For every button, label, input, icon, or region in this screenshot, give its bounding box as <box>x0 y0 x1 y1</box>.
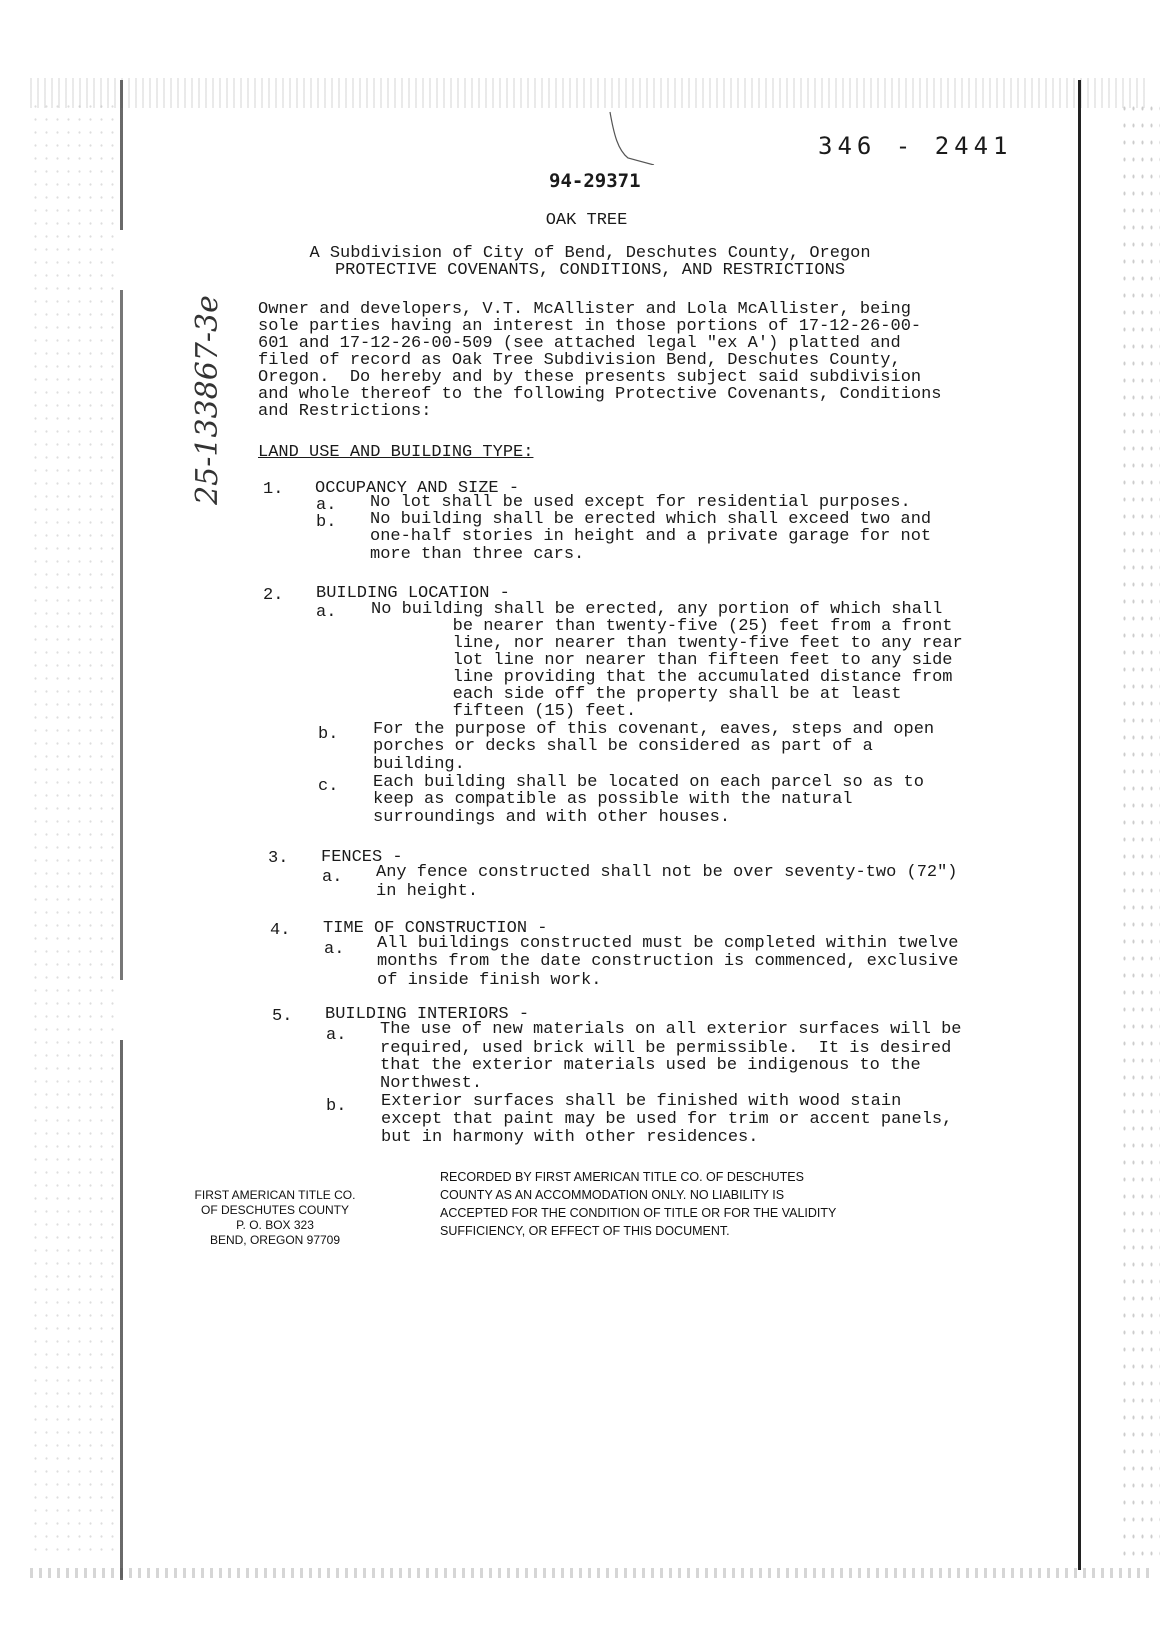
section-heading: LAND USE AND BUILDING TYPE: <box>258 443 534 462</box>
sub-line: No building shall be erected which shall exceed two and <box>370 510 932 529</box>
sub-line: one-half stories in height and a private garage for not <box>370 527 932 546</box>
item-heading: BUILDING LOCATION - <box>316 584 510 603</box>
page-number: 346 - 2441 <box>818 132 1013 160</box>
stamp-line: SUFFICIENCY, OR EFFECT OF THIS DOCUMENT. <box>440 1224 730 1238</box>
item-heading: OCCUPANCY AND SIZE - <box>315 479 520 498</box>
recording-disclaimer-stamp <box>440 1168 860 1240</box>
intro-line: and whole thereof to the following Protective Covenants, Conditions <box>258 385 942 404</box>
title-company-stamp <box>185 1188 365 1248</box>
sub-line: keep as compatible as possible with the natural <box>373 790 853 809</box>
sub-letter: a. <box>316 603 337 622</box>
stamp-line: COUNTY AS AN ACCOMMODATION ONLY. NO LIABILITY IS <box>440 1188 785 1202</box>
sub-letter: a. <box>322 868 343 887</box>
subtitle-line-2: PROTECTIVE COVENANTS, CONDITIONS, AND RESTRICTIONS <box>334 261 846 280</box>
sub-line: Exterior surfaces shall be finished with wood stain <box>381 1092 902 1111</box>
handwritten-note: 25-133867-3e <box>190 295 225 505</box>
sub-line: No lot shall be used except for residential purposes. <box>370 493 911 512</box>
sub-line: in height. <box>376 882 479 901</box>
intro-line: and Restrictions: <box>258 402 432 421</box>
item-heading: FENCES - <box>321 848 403 867</box>
sub-letter: c. <box>318 777 339 796</box>
scan-noise-bottom <box>30 1568 1150 1578</box>
page-edge-left <box>120 80 123 1580</box>
sub-line: line providing that the accumulated distance from <box>371 668 953 687</box>
item-number: 2. <box>263 586 284 605</box>
intro-line: filed of record as Oak Tree Subdivision Bend, Deschutes County, <box>258 351 901 370</box>
stamp-line: P. O. BOX 323 <box>236 1218 314 1232</box>
sub-line: Northwest. <box>380 1074 483 1093</box>
intro-line: sole parties having an interest in those portions of 17-12-26-00- <box>258 317 922 336</box>
item-number: 1. <box>263 480 284 499</box>
item-heading: TIME OF CONSTRUCTION - <box>323 919 548 938</box>
intro-line: 601 and 17-12-26-00-509 (see attached legal "ex A') platted and <box>258 334 901 353</box>
item-number: 4. <box>270 921 291 940</box>
sub-letter: a. <box>326 1026 347 1045</box>
intro-line: Owner and developers, V.T. McAllister and Lola McAllister, being <box>258 300 911 319</box>
sub-line: line, nor nearer than twenty-five feet to any rear <box>371 634 963 653</box>
recording-number: 94-29371 <box>549 170 641 192</box>
scan-speckle-left <box>30 100 120 1560</box>
sub-letter: b. <box>326 1097 347 1116</box>
sub-line: building. <box>373 755 465 774</box>
sub-line: Each building shall be located on each parcel so as to <box>373 773 924 792</box>
sub-line: lot line nor nearer than fifteen feet to any side <box>371 651 953 670</box>
sub-line: All buildings constructed must be completed within twelve <box>377 934 959 953</box>
sub-line: more than three cars. <box>370 545 585 564</box>
sub-line: be nearer than twenty-five (25) feet from a front <box>371 617 953 636</box>
subtitle-line-1: A Subdivision of City of Bend, Deschutes County, Oregon <box>309 244 871 263</box>
sub-line: No building shall be erected, any portion of which shall <box>371 600 943 619</box>
sub-letter: b. <box>316 513 337 532</box>
stamp-line: OF DESCHUTES COUNTY <box>200 1203 349 1217</box>
sub-line: that the exterior materials used be indigenous to the <box>380 1056 921 1075</box>
sub-line: fifteen (15) feet. <box>371 702 637 721</box>
sub-letter: a. <box>316 496 337 515</box>
sub-line: For the purpose of this covenant, eaves, steps and open <box>373 720 935 739</box>
scan-noise-top <box>30 78 1150 108</box>
sub-line: months from the date construction is commenced, exclusive <box>377 952 959 971</box>
stamp-line: FIRST AMERICAN TITLE CO. <box>194 1188 356 1202</box>
item-number: 5. <box>272 1007 293 1026</box>
sub-line: except that paint may be used for trim or accent panels, <box>381 1110 953 1129</box>
document-title: OAK TREE <box>545 211 628 230</box>
sub-line: Any fence constructed shall not be over seventy-two (72") <box>376 863 958 882</box>
item-number: 3. <box>268 849 289 868</box>
sub-line: surroundings and with other houses. <box>373 808 731 827</box>
sub-letter: a. <box>324 940 345 959</box>
scan-speckle-right <box>1120 100 1160 1560</box>
sub-line: of inside finish work. <box>377 971 602 990</box>
sub-line: but in harmony with other residences. <box>381 1128 759 1147</box>
stamp-line: BEND, OREGON 97709 <box>209 1233 341 1247</box>
sub-line: The use of new materials on all exterior surfaces will be <box>380 1020 962 1039</box>
sub-line: required, used brick will be permissible. It is desired <box>380 1039 952 1058</box>
sub-letter: b. <box>318 725 339 744</box>
stamp-line: ACCEPTED FOR THE CONDITION OF TITLE OR FOR THE VALIDITY <box>440 1206 837 1220</box>
sub-line: porches or decks shall be considered as part of a <box>373 737 873 756</box>
pencil-mark <box>608 110 658 165</box>
sub-line: each side off the property shall be at least <box>371 685 902 704</box>
item-heading: BUILDING INTERIORS - <box>325 1005 530 1024</box>
stamp-line: RECORDED BY FIRST AMERICAN TITLE CO. OF DESCHUTES <box>440 1170 804 1184</box>
page-edge-right <box>1078 80 1081 1570</box>
intro-line: Oregon. Do hereby and by these presents subject said subdivision <box>258 368 922 387</box>
